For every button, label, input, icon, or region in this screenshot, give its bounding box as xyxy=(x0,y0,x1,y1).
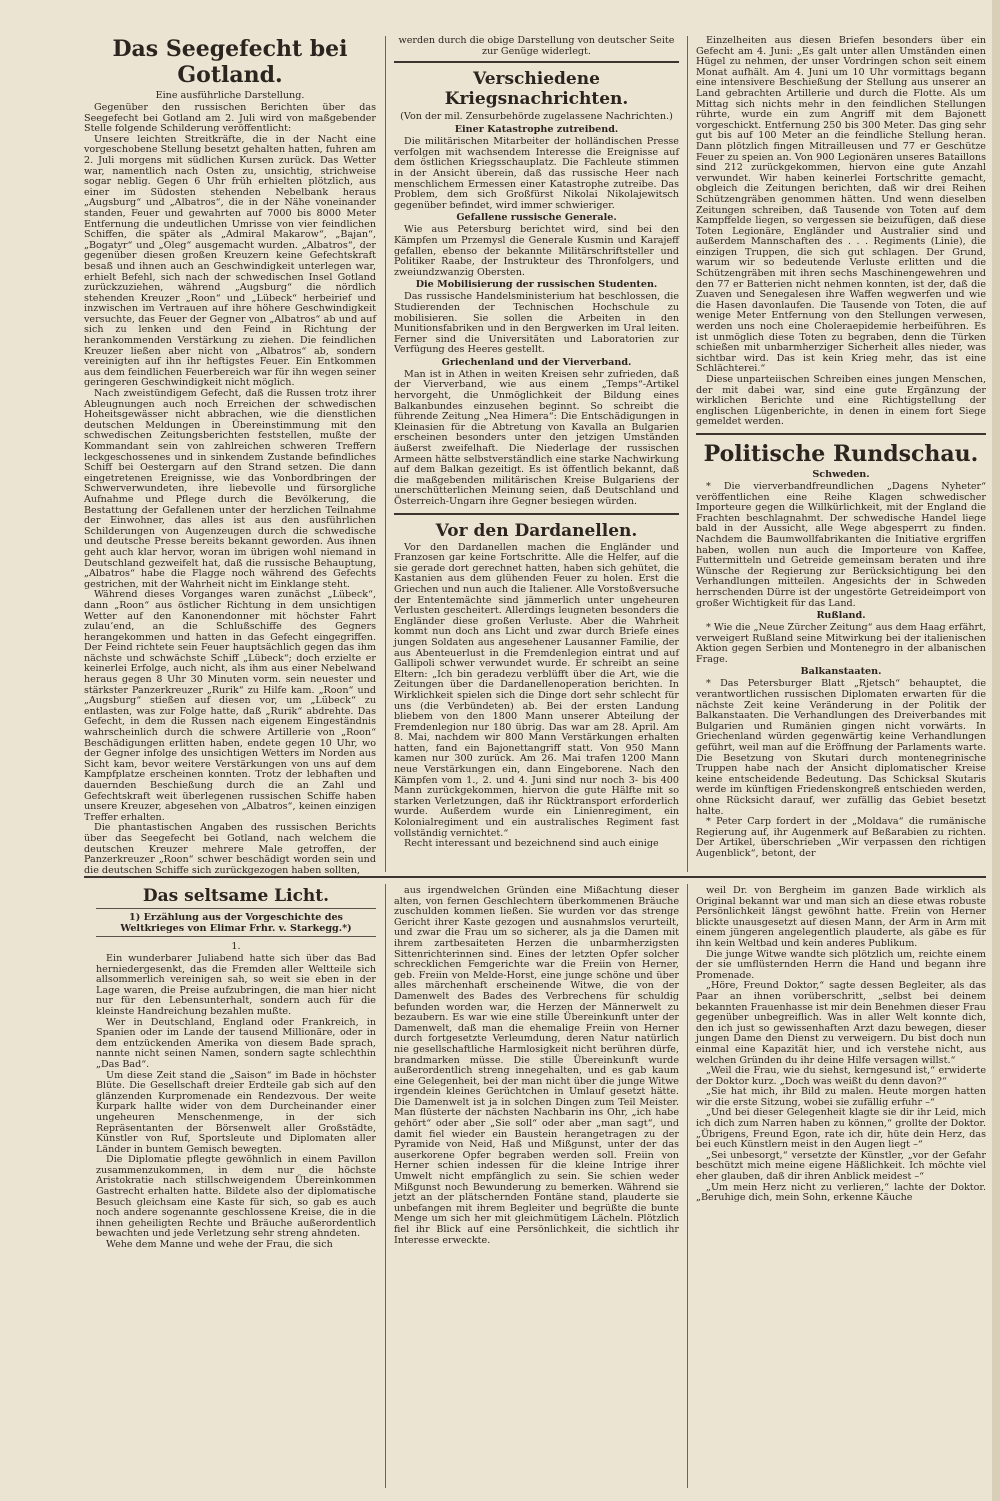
kriegsnachrichten-section-text: Wie aus Petersburg berichtet wird, sind bei den Kämpfen um Przemysl die Generale Kusmin und Karajeff gefallen, ebenso der bekannte Militärschriftsteller und Politiker Raabe, der Instrukteur des Thronfolgers, und zweiundzwanzig Obersten. xyxy=(394,224,679,278)
paragraph: Nach zweistündigem Gefecht, daß die Russen trotz ihrer Ableugnungen auch noch Erreichen der schwedischen Hoheitsgewässer nicht abbrachen, wie die dienstlichen deutschen Meldungen in Übereinstimmung mit den schwedischen Zeitungsberichten feststellen, mußte der Kommandant sein von zahlreichen schweren Treffern leckgeschossenes und in sinkendem Zustande befindliches Schiff bei Oestergarn auf den Strand setzen. Die dann eingetretenen Ereignisse, wie das Vonbordbringen der Schwerverwundeten, ihre liebevolle und fürsorgliche Aufnahme und Pflege durch die Bevölkerung, die Bestattung der Gefallenen unter der herzlichen Teilnahme der Einwohner, das alles ist aus den ausführlichen Schilderungen von Augenzeugen durch die schwedische und deutsche Presse bereits bekannt geworden. Aus ihnen geht auch klar hervor, woran im übrigen wohl niemand in Deutschland gezweifelt hat, daß die russische Behauptung, „Albatros“ habe die Flagge noch während des Gefechts gestrichen, mit der Wahrheit nicht im Einklange steht. xyxy=(84,388,376,590)
article-seegefecht xyxy=(84,36,376,876)
paragraph: Unsere leichten Streitkräfte, die in der Nacht eine vorgeschobene Stellung besetzt gehalten hatten, fuhren am 2. Juli morgens mit südlichen Kursen zurück. Das Wetter war, namentlich nach Osten zu, unsichtig, strichweise sogar neblig. Gegen 6 Uhr früh erhielten plötzlich, aus einer im Südosten stehenden Nebelbank heraus „Augsburg“ und „Albatros“, die in der Nähe voneinander standen, Feuer und gewahrten auf 7000 bis 8000 Meter Entfernung die undeutlichen Umrisse von vier feindlichen Schiffen, die später als „Admiral Makarow“, „Bajan“, „Bogatyr“ und „Oleg“ ausgemacht wurden. „Albatros“, der gegenüber diesen großen Kreuzern keine Gefechtskraft besaß und ihnen auch an Geschwindigkeit unterlegen war, erhielt Befehl, sich nach der schwedischen Insel Gotland zurückzuziehen, während „Augsburg“ die nördlich stehenden Kreuzer „Roon“ und „Lübeck“ herbeirief und inzwischen im Vertrauen auf ihre höhere Geschwindigkeit versuchte, das Feuer der Gegner von „Albatros“ ab und auf sich zu lenken und den Feind in Richtung der herankommenden Verstärkung zu ziehen. Die feindlichen Kreuzer ließen aber nicht von „Albatros“ ab, sondern vereinigten auf ihn ihr heftigstes Feuer. Ein Entkommen aus dem feindlichen Feuerbereich war für ihn wegen seiner geringeren Geschwindigkeit nicht möglich. xyxy=(84,133,376,389)
story-paragraph: Wehe dem Manne und wehe der Frau, die sich xyxy=(106,1239,333,1251)
section-rule xyxy=(394,61,679,63)
section-rule xyxy=(696,433,986,435)
story-paragraph: aus irgendwelchen Gründen eine Mißachtung dieser alten, von fernen Geschlechtern überkommenen Bräuche zuschulden kommen ließen. Sie wurden vor das strenge Gericht ihrer Kaste gezogen und ausnahmslos verurteilt, und zwar die Frau um so sicherer, als ja die Damen mit ihrem zartbesaiteten Herzen die unbarmherzigsten Sittenrichterinnen sind. Eines der letzten Opfer solcher schrecklichen Femgerichte war die Freiin von Herner, geb. Freiin von Melde-Horst, eine junge schöne und über alles märchenhaft erscheinende Witwe, die von der Damenwelt des Bades des Verbrechens für schuldig befunden worden war, die Herzen der Männerwelt zu bezaubern. Es war wie eine stille Übereinkunft unter der Damenwelt, daß man die ehemalige Freiin von Herner durch fortgesetzte Verleumdung, deren Natur natürlich nie gesellschaftliche Harmlosigkeit nicht berühren dürfe, brandmarken müsse. Die stille Übereinkunft wurde außerordentlich streng innegehalten, und es gab kaum eine Gelegenheit, bei der man nicht über die junge Witwe irgendein kleines Gerüchtchen in Umlauf gesetzt hätte. Die Damenwelt ist ja in solchen Dingen zum Teil Meister. Man flüsterte der nächsten Nachbarin ins Ohr, „ich habe gehört“ oder aber „Sie soll“ oder aber „man sagt“, und damit fiel wieder ein Baustein herangetragen zu der Pyramide von Neid, Haß und Mißgunst, unter der das auserkorene Opfer begraben werden soll. Freiin von Herner schien indessen für die kleine Intrige ihrer Umwelt nicht empfänglich zu sein. Sie schien weder Mißgunst noch Bewunderung zu bemerken. Während sie jetzt an der plätschernden Fontäne stand, plauderte sie unbefangen mit ihrem Begleiter und begrüßte die bunte Menge um sich her mit gleichmütigem Lächeln. Plötzlich fiel ihr Blick auf eine Persönlichkeit, die sichtlich ihr Interesse erweckte. xyxy=(394,885,679,1246)
story-paragraph: „Sei unbesorgt,“ versetzte der Künstler, „vor der Gefahr beschützt mich meine eigene Häßlichkeit. Ich möchte viel eher glauben, daß dir ihren Anblick meidest –“ xyxy=(696,1149,986,1183)
story-paragraph: „Und bei dieser Gelegenheit klagte sie dir ihr Leid, mich ich dich zum Narren haben zu können,“ grollte der Doktor. „Übrigens, Freund Egon, rate ich dir, hüte dein Herz, das bei euch Künstlern meist in den Augen liegt –“ xyxy=(696,1107,986,1151)
rundschau-section-text: * Das Petersburger Blatt „Rjetsch“ behauptet, die verantwortlichen russischen Diplomaten erwarten für die nächste Zeit keine Veränderung in der Politik der Balkanstaaten. Die Verhandlungen des Dreiverbandes mit Bulgarien und Rumänien gingen nicht vorwärts. In Griechenland würden gegenwärtig keine Verhandlungen geführt, weil man auf die Eröffnung der Parlaments warte. Die Besetzung von Skutari durch montenegrinische Truppen habe nach der Ansicht diplomatischer Kreise keine entscheidende Bedeutung. Das Schicksal Skutaris werde im künftigen Friedenskongreß entschieden werden, ohne Rücksicht darauf, wer zufällig das Gebiet besetzt halte. xyxy=(696,678,986,817)
title-rule xyxy=(96,908,376,909)
headline-politische-rundschau: Politische Rundschau. xyxy=(703,440,979,467)
story-paragraph: Ein wunderbarer Juliabend hatte sich über das Bad herniedergesenkt, das die Fremden aller Weltteile sich allsommerlich vereinigen sah, so weit sie eben in der Lage waren, die Preise aufzubringen, die man hier nicht nur für den Lebensunterhalt, sondern auch für die kleinste Handreichung bezahlen mußte. xyxy=(96,953,376,1017)
kriegsnachrichten-section-text: Man ist in Athen in weiten Kreisen sehr zufrieden, daß der Vierverband, wie aus einem „Temps“-Artikel hervorgeht, die Unmöglichkeit der Bildung eines Balkanbundes einzusehen beginnt. So schreibt die führende Zeitung „Nea Himera“: Die Entschädigungen in Kleinasien für die Abtretung von Kavalla an Bulgarien erscheinen besonders unter den jetzigen Umständen äußerst zweifelhaft. Die Niederlage der russischen Armeen hätte selbstverständlich eine starke Nachwirkung auf dem Balkan gezeitigt. Es ist öffentlich bekannt, daß die maßgebenden militärischen Kreise Bulgariens der unerschütterlichen Meinung seien, daß Deutschland und Österreich-Ungarn ihre Gegner besiegen würden. xyxy=(394,368,679,507)
carry-over-text: werden durch die obige Darstellung von deutscher Seite zur Genüge widerlegt. xyxy=(398,35,675,57)
paragraph: Gegenüber den russischen Berichten über das Seegefecht bei Gotland am 2. Juli wird von maßgebender Stelle folgende Schilderung veröffentlicht: xyxy=(84,102,376,135)
paragraph: Vor den Dardanellen machen die Engländer und Franzosen gar keine Fortschritte. Alle die Helfer, auf die sie gerade dort gerechnet hatten, haben sich gehütet, die Kastanien aus dem glühenden Feuer zu holen. Erst die Griechen und nun auch die Italiener. Alle Vorstoßversuche der Ententemächte sind jämmerlich unter ungeheuren Verlusten gescheitert. Allerdings leugneten besonders die Engländer diese großen Verluste. Aber die Wahrheit kommt nun doch ans Licht und zwar durch Briefe eines jungen Soldaten aus angesehener Lausanner Familie, der aus Abenteuerlust in die Fremdenlegion eintrat und auf Gallipoli schwer verwundet wurde. Er schreibt an seine Eltern: „Ich bin geradezu verblüfft über die Art, wie die Zeitungen über die Dardanellenoperation berichten. In Wirklichkeit spielen sich die Dinge dort sehr schlecht für uns (die Verbündeten) ab. Bei der ersten Landung bliebem von den 1800 Mann unserer Abteilung der Fremdenlegion nur 180 übrig. Das war am 28. April. Am 8. Mai, nachdem wir 800 Mann Verstärkungen erhalten hatten, fand ein Bajonettangriff statt. Von 950 Mann kamen nur 300 zurück. Am 26. Mai trafen 1200 Mann neue Verstärkungen ein, dann Eingeborene. Nach den Kämpfen vom 1., 2. und 4. Juni sind nur noch 3- bis 400 Mann zurückgekommen, hiervon die gute Hälfte mit so starken Verletzungen, daß ihr Rücktransport erforderlich wurde. Außerdem wurde ein Linienregiment, ein Kolonialregiment und ein australisches Regiment fast vollständig vernichtet.“ xyxy=(394,541,679,839)
story-paragraph: Wer in Deutschland, England oder Frankreich, in Spanien oder im Lande der tausend Millionäre, oder in dem entzückenden Amerika von diesem Bade sprach, nannte nicht seinen Namen, sondern sagte schlechthin „Das Bad“. xyxy=(96,1016,376,1070)
story-paragraph: weil Dr. von Bergheim im ganzen Bade wirklich als Original bekannt war und man sich an diese etwas robuste Persönlichkeit längst gewöhnt hatte. Freiin von Herner blickte unausgesetzt auf diesen Mann, der Arm in Arm mit einem jüngeren angelegentlich plauderte, als gäbe es für ihn kein Weltbad und kein anderes Publikum. xyxy=(696,885,986,949)
rundschau-section-text: * Die vierverbandfreundlichen „Dagens Nyheter“ veröffentlichen eine Reihe Klagen schwedischer Importeure gegen die Willkürlichkeit, mit der England die Frachten beschlagnahmt. Der schwedische Handel liege bald in der Aussicht, alle Wege abgesperrt zu finden. Nachdem die Baumwollfabrikanten die Initiative ergriffen haben, wollen nun auch die Importeure von Kaffee, Futtermitteln und Getreide gemeinsam beraten und ihre Wünsche der Regierung zur Berücksichtigung bei den Verhandlungen mitteilen. Angesichts der in Schweden herrschenden Dürre ist der ungestörte Getreideimport von großer Wichtigkeit für das Land. xyxy=(696,480,986,609)
kriegsnachrichten-sections xyxy=(394,124,679,507)
headline-kriegsnachrichten: Verschiedene Kriegsnachrichten. xyxy=(444,69,629,110)
section-rule xyxy=(394,513,679,515)
paragraph: Einzelheiten aus diesen Briefen besonders über ein Gefecht am 4. Juni: „Es galt unter allen Umständen einen Hügel zu nehmen, der unser Vordringen schon seit einem Monat aufhält. Am 4. Juni um 10 Uhr vormittags begann eine intensivere Beschießung der Stellung aus unserer an Land gebrachten Artillerie und durch die Flotte. Als um Mittag sich nichts mehr in den feindlichen Stellungen rührte, wurde ein zum Angriff mit dem Bajonett vorgeschickt. Entfernung 250 bis 300 Meter. Das ging sehr gut bis auf 100 Meter an die feindliche Stellung heran. Dann plötzlich fingen Mitrailleusen und 77 er Geschütze Feuer zu speien an. Von 900 Legionären unseres Bataillons sind 212 zurückgekommen, hiervon eine gute Anzahl verwundet. Wir haben keinerlei Fortschritte gemacht, obgleich die Zeitungen berichten, daß wir drei Reihen Schützengräben genommen hätten. Und wenn dieselben Zeitungen schreiben, daß Tausende von Toten auf dem Kampffelde liegen, so vergessen sie beizufügen, daß diese Toten Legionäre, Engländer und Australier sind und außerdem Mannschaften des . . . Regiments (Linie), die einzigen Truppen, die sich gut schlagen. Der Grund, warum wir so bedeutende Verluste erlitten und die Schützengräben mit ihren sechs Maschinengewehren und den 77 er Batterien nicht nehmen konnten, ist der, daß die Zuaven und Senegalesen ihre Waffen wegwerfen und wie die Hasen davonlaufen. Die Tausende von Toten, die auf wenige Meter Entfernung von den Stellungen verwesen, werden uns noch eine Choleraepidemie herbeiführen. Es ist unmöglich diese Toten zu begraben, denn die Türken schießen mit unbarmherziger Sicherheit alles nieder, was sichtbar wird. Das ist kein Krieg mehr, das ist eine Schlächterei.“ xyxy=(696,35,986,375)
story-column-1 xyxy=(96,886,376,1486)
story-installment-number: 1) xyxy=(129,912,141,923)
kriegsnachrichten-section-head: Die Mobilisierung der russischen Studenten. xyxy=(415,279,658,291)
story-paragraph: Um diese Zeit stand die „Saison“ im Bade in höchster Blüte. Die Gesellschaft dreier Erdteile gab sich auf den glänzenden Kurpromenade ein Rendezvous. Der weite Kurpark hallte wider von dem Durcheinander einer ungeheuren Menschenmenge, in der sich Repräsentanten der Börsenwelt aller Großstädte, Künstler von Ruf, Sportsleute und Diplomaten aller Länder in buntem Gemisch bewegten. xyxy=(96,1069,376,1155)
column-rule xyxy=(687,884,688,1488)
headline-seegefecht: Das Seegefecht bei Gotland. xyxy=(112,36,348,88)
story-column-3 xyxy=(696,886,986,1486)
subheadline-kriegsnachrichten: (Von der mil. Zensurbehörde zugelassene Nachrichten.) xyxy=(400,111,673,123)
feuilleton-rule xyxy=(84,876,986,878)
kriegsnachrichten-section-head: Einer Katastrophe zutreibend. xyxy=(454,124,619,136)
rundschau-section-head: Rußland. xyxy=(816,610,866,622)
chapter-number: 1. xyxy=(231,941,241,952)
story-text-1 xyxy=(96,954,376,1251)
story-paragraph: Die Diplomatie pflegte gewöhnlich in einem Pavillon zusammenzukommen, in dem nur die höchste Aristokratie nach stillschweigendem Übereinkommen Gastrecht erhalten hatte. Bildete also der diplomatische Besuch gleichsam eine Kaste für sich, so gab es auch noch andere sogenannte geschlossene Kreise, die in die ihnen geheiligten Rechte und Bräuche außerordentlich bewachten und jede Verletzung sehr streng ahndeten. xyxy=(96,1154,376,1240)
rundschau-section-text: * Peter Carp fordert in der „Moldava“ die rumänische Regierung auf, ihr Augenmerk auf Beßarabien zu richten. Der Artikel, überschrieben „Wir verpassen den richtigen Augenblick“, betont, der xyxy=(696,816,986,859)
politische-rundschau-sections xyxy=(696,469,986,860)
story-paragraph: „Höre, Freund Doktor,“ sagte dessen Begleiter, als das Paar an ihnen vorüberschritt, „selbst bei deinem bekannten Frauenhasse ist mir dein Benehmen dieser Frau gegenüber unbegreiflich. Was in aller Welt konnte dich, den ich just so gewissenhaften Arzt dazu bewegen, dieser jungen Dame den Dienst zu verweigern. Du bist doch nun einmal eine Kapazität hier, und ich verstehe nicht, aus welchen Gründen du ihr deine Hilfe versagen willst.“ xyxy=(696,980,986,1066)
story-paragraph: „Um mein Herz nicht zu verlieren,“ lachte der Doktor. „Beruhige dich, mein Sohn, erkenne Käuche xyxy=(696,1181,986,1204)
dardanellen-continued xyxy=(696,36,986,428)
rundschau-section-text: * Wie die „Neue Zürcher Zeitung“ aus dem Haag erfährt, verweigert Rußland seine Mitwirkung bei der italienischen Aktion gegen Serbien und Montenegro in der albanischen Frage. xyxy=(696,622,986,665)
kriegsnachrichten-section-text: Die militärischen Mitarbeiter der holländischen Presse verfolgen mit wachsendem Interesse die Ereignisse auf dem östlichen Kriegsschauplatz. Die Fachleute stimmen in der Ansicht überein, daß das russische Heer nach menschlichem Ermessen einer Katastrophe zutreibe. Das Problem, dem sich Großfürst Nikolai Nikolajewitsch gegenüber befindet, wird immer schwieriger. xyxy=(394,136,679,211)
paragraph: Recht interessant und bezeichnend sind auch einige xyxy=(404,838,659,850)
article-column-3 xyxy=(696,36,986,868)
story-paragraph: „Weil die Frau, wie du siehst, kerngesund ist,“ erwiderte der Doktor kurz. „Doch was weißt du denn davon?“ xyxy=(696,1065,986,1087)
story-subtitle-text: Erzählung aus der Vorgeschichte des Weltkrieges von Elimar Frhr. v. Starkegg.*) xyxy=(120,912,352,934)
story-column-2 xyxy=(394,886,679,1486)
article-column-2 xyxy=(394,36,679,868)
story-paragraph: Die junge Witwe wandte sich plötzlich um, reichte einem der sie umflüsternden Herrn die Hand und begann ihre Promenade. xyxy=(696,948,986,981)
kriegsnachrichten-section-head: Gefallene russische Generale. xyxy=(456,212,617,224)
rundschau-section-head: Schweden. xyxy=(812,468,870,480)
column-rule xyxy=(385,36,386,872)
subheadline-seegefecht: Eine ausführliche Darstellung. xyxy=(155,90,305,101)
paragraph: Diese unparteiischen Schreiben eines jungen Menschen, der mit dabei war, sind eine gute Ergänzung der wirklichen Berichte und eine Richtigstellung der englischen Lügenberichte, in denen in einem fort Siege gemeldet werden. xyxy=(696,374,986,428)
rundschau-section-head: Balkanstaaten. xyxy=(800,666,882,678)
column-rule xyxy=(687,36,688,872)
paragraph: Während dieses Vorganges waren zunächst „Lübeck“, dann „Roon“ aus östlicher Richtung in dem unsichtigen Wetter auf den Kanonendonner mit höchster Fahrt zulau’end, an die Schlußschiffe des Gegners herangekommen und hatten in das Gefecht eingegriffen. Der Feind richtete sein Feuer hauptsächlich gegen das ihm nächste und schwächste Schiff „Lübeck“; doch erzielte er keinerlei Erfolge, auch nicht, als ihm aus einer Nebelwand heraus gegen 8 Uhr 30 Minuten vorm. sein neuester und stärkster Panzerkreuzer „Rurik“ zu Hilfe kam. „Roon“ und „Augsburg“ stießen auf diesen vor, um „Lübeck“ zu entlasten, was zur Folge hatte, daß „Rurik“ abdrehte. Das Gefecht, in dem die Russen nach eigenem Eingeständnis wahrscheinlich durch die schwere Artillerie von „Roon“ Beschädigungen erlitten haben, endete gegen 10 Uhr, wo der Gegner infolge des unsichtigen Wetters im Norden aus Sicht kam, bevor weitere Verstärkungen von uns auf dem Kampfplatze erscheinen konnten. Trotz der lebhaften und dauernden Beschießung durch die an Zahl und Gefechtskraft weit überlegenen russischen Schiffe haben unsere Kreuzer, abgesehen von „Albatros“, keinen einzigen Treffer erhalten. xyxy=(84,589,376,823)
story-title: Das seltsame Licht. xyxy=(142,886,330,906)
kriegsnachrichten-section-text: Das russische Handelsministerium hat beschlossen, die Studierenden der Technischen Hochschule zu mobilisieren. Sie sollen die Arbeiten in den Munitionsfabriken und in den Bergwerken im Ural leiten. Ferner sind die Universitäten und Laboratorien zur Verfügung des Heeres gestellt. xyxy=(394,291,679,356)
page-edge xyxy=(992,0,1000,1501)
headline-dardanellen: Vor den Dardanellen. xyxy=(435,520,638,541)
article-body xyxy=(84,103,376,876)
article-dardanellen xyxy=(394,543,679,850)
story-paragraph: „Sie hat mich, ihr Bild zu malen. Heute morgen hatten wir die erste Sitzung, wobei sie zufällig erfuhr –“ xyxy=(696,1086,986,1108)
story-subtitle xyxy=(96,912,376,934)
paragraph: Die phantastischen Angaben des russischen Berichts über das Seegefecht bei Gotland, nach welchem die deutschen Kreuzer mehrere Male getroffen, der Panzerkreuzer „Roon“ schwer beschädigt worden sein und die deutschen Schiffe sich zurückgezogen haben sollten, xyxy=(84,822,376,876)
column-rule xyxy=(385,884,386,1488)
title-rule xyxy=(96,936,376,937)
kriegsnachrichten-section-head: Griechenland und der Vierverband. xyxy=(441,356,632,368)
